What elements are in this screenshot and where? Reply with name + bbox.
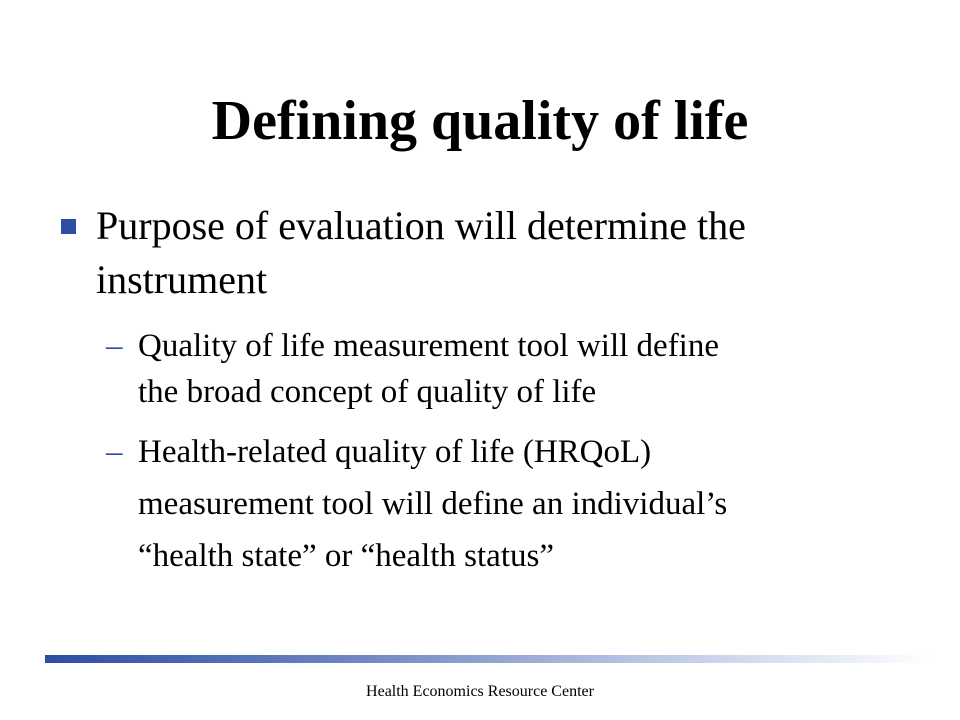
square-bullet-icon	[61, 219, 76, 234]
footer-text: Health Economics Resource Center	[366, 683, 594, 700]
sub-bullet-dash-icon: –	[106, 328, 123, 364]
sub-bullet-2-line-2: measurement tool will define an individual’s	[138, 486, 728, 522]
sub-bullet-2-line-1: Health-related quality of life (HRQoL)	[138, 434, 652, 470]
slide-title: Defining quality of life	[211, 90, 749, 152]
sub-bullet-1-line-1: Quality of life measurement tool will define	[138, 328, 719, 364]
sub-bullet-dash-icon: –	[106, 434, 123, 470]
bullet-line-2: instrument	[96, 257, 268, 302]
sub-bullet-2-line-3: “health state” or “health status”	[138, 538, 554, 574]
bullet-line-1: Purpose of evaluation will determine the	[96, 203, 746, 248]
sub-bullet-1-line-2: the broad concept of quality of life	[138, 374, 597, 410]
footer-divider	[45, 655, 935, 663]
